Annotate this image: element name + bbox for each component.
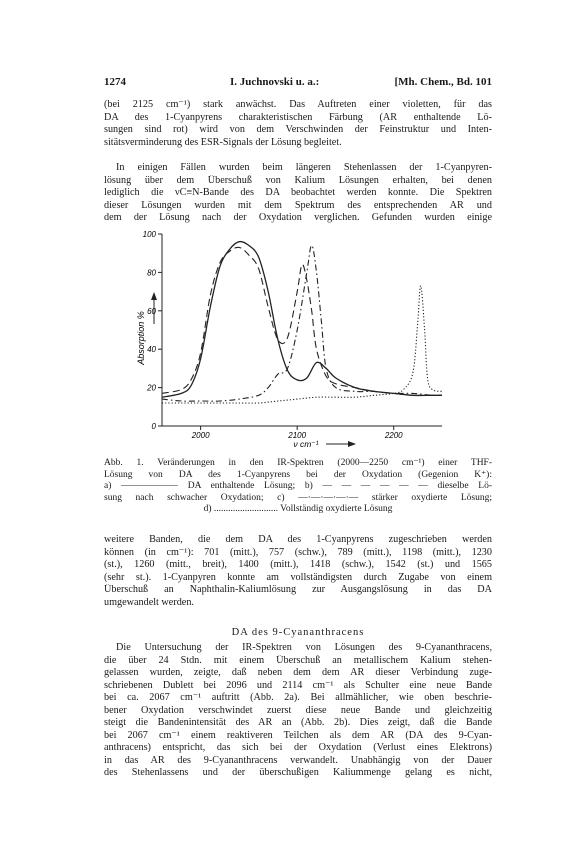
text-line: die über 24 Stdn. mit einem Überschuß an metallischem Kalium stehen- xyxy=(104,654,492,666)
y-tick-label: 0 xyxy=(151,422,156,431)
text-line: schriebenen Dublett bei 2096 und 2114 cm⁻¹ als Schulter eine neue Bande xyxy=(104,679,492,691)
text-line: (st.), 1260 (mitt., breit), 1400 (mitt.), 1418 (schw.), 1542 (st.) und 1565 xyxy=(104,559,492,570)
chart-axes xyxy=(143,230,442,447)
paragraph-2 xyxy=(104,162,492,225)
y-tick-label: 100 xyxy=(142,230,156,239)
paragraph-3 xyxy=(104,534,492,609)
x-tick-label: 2000 xyxy=(191,431,210,440)
text-line: dem der Lösung nach der Oxydation verglichen. Gefunden wurden einige xyxy=(104,212,492,223)
x-axis-arrow-head xyxy=(348,441,356,447)
y-tick-label: 40 xyxy=(147,345,156,355)
x-tick-label: 2200 xyxy=(384,431,403,440)
text-line: Die Untersuchung der IR-Spektren von Lösungen des 9-Cyananthracens, xyxy=(116,642,492,653)
y-axis-arrow-head xyxy=(151,292,157,300)
text-line: bener Oxydation verschwindet zuerst diese neue Bande und gleichzeitig xyxy=(104,704,492,716)
header-authors: I. Juchnovski u. a.: xyxy=(230,76,320,88)
page-number: 1274 xyxy=(104,76,126,88)
y-axis-label: Absorption % xyxy=(136,311,146,365)
x-axis-label: ν cm⁻¹ xyxy=(293,439,319,448)
text-line: lediglich die νC≡N-Bande des DA beobachtet werden konnte. Die Spektren xyxy=(104,187,492,198)
text-line: des Stehenlassens und der überschußigen Kaliummenge gelang es nicht, xyxy=(104,767,492,778)
section-heading: DA des 9-Cyananthracens xyxy=(231,627,365,638)
text-line: (bei 2125 cm⁻¹) stark anwächst. Das Auftreten einer violetten, für das xyxy=(104,99,492,110)
text-line: dieser Lösungen wurden mit dem Spektrum des entsprechenden AR und xyxy=(104,199,492,211)
caption-line: d) ........................... Vollständig oxydierte Lösung xyxy=(203,504,393,515)
caption-line: Lösung von DA des 1-Cyanpyrens bei der Oxydation (Gegenion K⁺): xyxy=(104,469,492,480)
text-line: bei 2067 cm⁻¹ einem reaktiveren Teilchen als dem AR (DA des 9-Cyan- xyxy=(104,729,492,741)
spectrum-curve-solid xyxy=(162,242,442,398)
text-line: weitere Banden, die dem DA des 1-Cyanpyrens zugeschrieben werden xyxy=(104,534,492,545)
text-line: bei ca. 2067 cm⁻¹ auftritt (Abb. 2a). Bei allmählicher, wie oben beschrie- xyxy=(104,692,492,703)
text-line: in das AR des 9-Cyananthracens verwandelt. Unabhängig von der Dauer xyxy=(104,754,492,766)
caption-line: sung nach schwacher Oxydation; c) —·—·—·—·— stärker oxydierte Lösung; xyxy=(104,492,492,503)
text-line: (sehr st.). 1-Cyanpyren konnte am vollständigsten durch Zugabe von einem xyxy=(104,571,492,583)
text-line: sitätsverminderung des ESR-Signals der Lösung begleitet. xyxy=(104,136,342,148)
x-tick-label: 2100 xyxy=(288,431,307,440)
y-tick-label: 80 xyxy=(147,268,156,278)
y-tick-label: 60 xyxy=(147,306,156,316)
figure-caption xyxy=(104,458,492,516)
chart-series-layer xyxy=(162,242,442,404)
text-line: können (in cm⁻¹): 701 (mitt.), 757 (schw.), 789 (mitt.), 1198 (mitt.), 1230 xyxy=(104,546,492,558)
paragraph-4 xyxy=(104,642,492,780)
y-tick-label: 20 xyxy=(147,383,156,393)
text-line: sungen sind rot) wird von dem Verschwinden der Feinstruktur und Inten- xyxy=(104,124,492,135)
text-line: lösung über dem Überschuß von Kalium Lösungen erhalten, bei denen xyxy=(104,174,492,186)
text-line: umgewandelt werden. xyxy=(104,596,194,608)
text-line: DA des 1-Cyanpyrens charakteristischen Färbung (AR enthaltende Lö- xyxy=(104,111,492,123)
spectrum-curve-dashed xyxy=(162,247,442,395)
ir-spectrum-figure xyxy=(130,228,450,448)
text-line: Überschuß an Naphthalin-Kaliumlösung zur Ausgangslösung in das DA xyxy=(104,584,492,595)
spectrum-curve-dash-dot xyxy=(162,246,442,402)
header-journal: [Mh. Chem., Bd. 101 xyxy=(394,76,492,88)
text-line: steigt die Bandenintensität des AR an (Abb. 2b). Dies zeigt, daß die Bande xyxy=(104,717,492,728)
caption-line: Abb. 1. Veränderungen in den IR-Spektren (2000—2250 cm⁻¹) einer THF- xyxy=(104,458,492,468)
text-line: In einigen Fällen wurden beim längeren Stehenlassen der 1-Cyanpyren- xyxy=(116,162,492,173)
text-line: anthracens) entspricht, das sich bei der Oxydation (Verlust eines Elektrons) xyxy=(104,742,492,753)
running-header xyxy=(104,76,492,90)
caption-line: a) —————— DA enthaltende Lösung; b) — — — — — — dieselbe Lö- xyxy=(104,481,492,492)
paragraph-1 xyxy=(104,99,492,149)
text-line: gelassen wurden, zeigte, daß neben dem dem AR dieser Verbindung zuge- xyxy=(104,667,492,678)
